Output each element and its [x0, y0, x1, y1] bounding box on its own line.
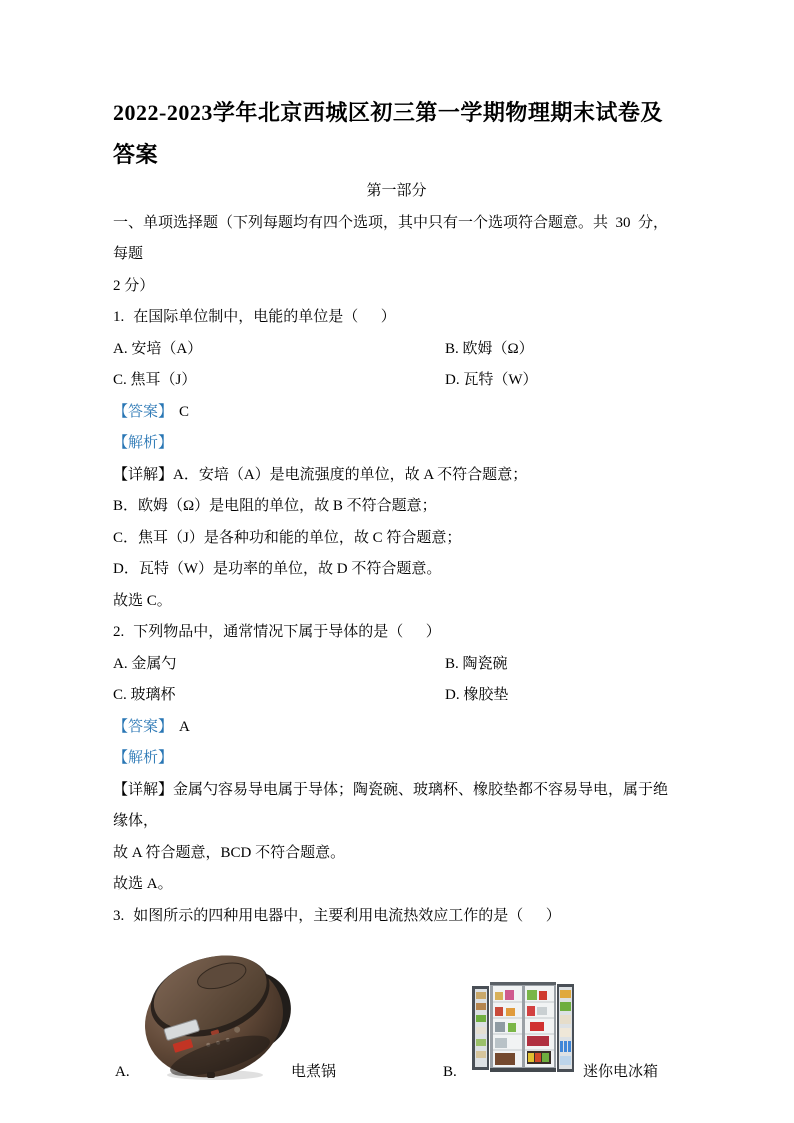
q2-option-a: A. 金属勺	[113, 655, 177, 672]
q1-conclusion: 故选 C。	[113, 592, 172, 609]
q2-stem	[113, 617, 680, 649]
q1-detail-line-2: B．欧姆（Ω）是电阻的单位，故 B 不符合题意；	[113, 498, 437, 514]
q1-detail-line-1	[113, 460, 680, 492]
q2-answer-line	[113, 712, 680, 744]
detail-tag: 【详解】	[113, 466, 174, 483]
q1-number: 1.	[113, 309, 125, 325]
q2-option-d: D. 橡胶垫	[445, 687, 509, 703]
q2-option-b: B. 陶瓷碗	[445, 655, 508, 672]
q2-options-row-1	[113, 649, 680, 681]
section-intro-line1: 一、单项选择题（下列每题均有四个选项，其中只有一个选项符合题意。共 30 分，每题	[113, 214, 669, 262]
q1-detail-text-1: A．安培（A）是电流强度的单位，故 A 不符合题意；	[173, 466, 528, 483]
document-content	[113, 0, 680, 1092]
q1-analysis-line	[113, 428, 680, 460]
document-title: 2022-2023学年北京西城区初三第一学期物理期末试卷及答案	[113, 100, 663, 167]
q2-number: 2.	[113, 624, 125, 640]
q2-detail-line-1	[113, 775, 680, 838]
q1-stem	[113, 302, 680, 334]
detail-tag: 【详解】	[113, 781, 174, 798]
q1-option-c: C. 焦耳（J）	[113, 372, 197, 388]
q1-option-b: B. 欧姆（Ω）	[445, 340, 534, 357]
q1-answer-line	[113, 397, 680, 429]
q2-detail-text-1: 金属勺容易导电属于导体；陶瓷碗、玻璃杯、橡胶垫都不容易导电，属于绝缘体，	[113, 781, 669, 829]
q1-options-row-1	[113, 334, 680, 366]
q3-item-b-label: B.	[443, 1064, 457, 1080]
q1-stem-text: 在国际单位制中，电能的单位是（ ）	[133, 309, 396, 325]
q1-option-d: D. 瓦特（W）	[445, 372, 538, 388]
answer-tag: 【答案】	[113, 718, 174, 735]
q1-detail-line-4: D．瓦特（W）是功率的单位，故 D 不符合题意。	[113, 561, 442, 577]
q3-stem	[113, 901, 680, 933]
rice-cooker-image	[141, 944, 297, 1082]
mini-fridge-image	[470, 974, 576, 1080]
q2-option-c: C. 玻璃杯	[113, 687, 176, 703]
q2-conclusion: 故选 A。	[113, 876, 173, 892]
q1-answer-value: C	[179, 403, 190, 420]
q2-detail-line-2: 故 A 符合题意，BCD 不符合题意。	[113, 844, 346, 861]
q3-item-a-caption: 电煮锅	[291, 1064, 337, 1080]
section-intro-line2: 2 分）	[113, 277, 155, 294]
q3-item-a-label: A.	[115, 1064, 130, 1080]
q3-figure-row	[113, 932, 680, 1092]
analysis-tag: 【解析】	[113, 435, 174, 451]
q3-stem-text: 如图所示的四种用电器中，主要利用电流热效应工作的是（ ）	[133, 907, 561, 924]
q3-item-b-caption: 迷你电冰箱	[583, 1064, 659, 1080]
q2-answer-value: A	[179, 718, 190, 735]
q1-option-a: A. 安培（A）	[113, 340, 203, 357]
analysis-tag: 【解析】	[113, 750, 174, 766]
q3-number: 3.	[113, 907, 125, 924]
q1-detail-line-3: C．焦耳（J）是各种功和能的单位，故 C 符合题意；	[113, 529, 462, 546]
q1-options-row-2	[113, 365, 680, 397]
part-heading: 第一部分	[366, 183, 427, 199]
q2-stem-text: 下列物品中，通常情况下属于导体的是（ ）	[133, 624, 441, 640]
answer-tag: 【答案】	[113, 403, 174, 420]
q2-options-row-2	[113, 680, 680, 712]
q2-analysis-line	[113, 743, 680, 775]
